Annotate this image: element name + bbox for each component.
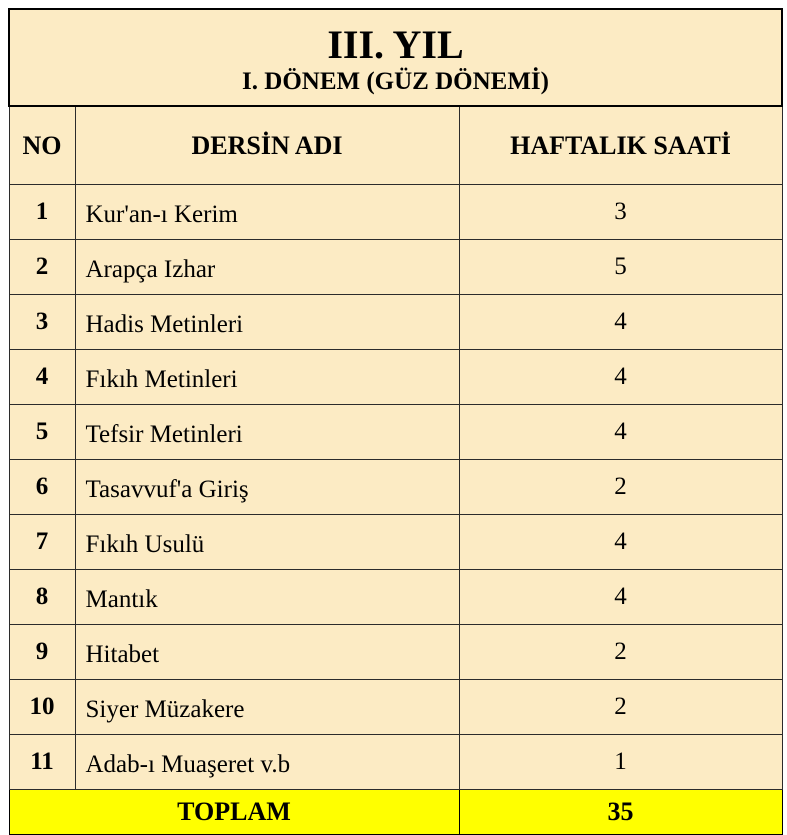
weekly-hours: 2 [459, 625, 782, 680]
row-number: 7 [9, 515, 75, 570]
course-schedule-sheet [8, 8, 781, 826]
row-number: 3 [9, 295, 75, 350]
page-title: III. YIL [327, 21, 464, 67]
table-row [9, 240, 782, 295]
title-cell [9, 9, 782, 106]
total-row [9, 790, 782, 835]
table-row [9, 295, 782, 350]
course-name: Tefsir Metinleri [75, 405, 459, 460]
row-number: 11 [9, 735, 75, 790]
column-header-hours: HAFTALIK SAATİ [459, 106, 782, 185]
weekly-hours: 2 [459, 680, 782, 735]
course-name: Hitabet [75, 625, 459, 680]
table-row [9, 405, 782, 460]
table-row [9, 460, 782, 515]
row-number: 9 [9, 625, 75, 680]
table-row [9, 185, 782, 240]
course-name: Kur'an-ı Kerim [75, 185, 459, 240]
course-name: Hadis Metinleri [75, 295, 459, 350]
weekly-hours: 4 [459, 405, 782, 460]
weekly-hours: 5 [459, 240, 782, 295]
table-row [9, 735, 782, 790]
course-name: Adab-ı Muaşeret v.b [75, 735, 459, 790]
course-name: Arapça Izhar [75, 240, 459, 295]
weekly-hours: 1 [459, 735, 782, 790]
table-row [9, 680, 782, 735]
weekly-hours: 4 [459, 570, 782, 625]
row-number: 6 [9, 460, 75, 515]
table-row [9, 625, 782, 680]
course-name: Fıkıh Metinleri [75, 350, 459, 405]
total-value: 35 [459, 790, 782, 835]
title-row [9, 9, 782, 106]
row-number: 5 [9, 405, 75, 460]
column-header-no: NO [9, 106, 75, 185]
total-label: TOPLAM [9, 790, 459, 835]
course-name: Fıkıh Usulü [75, 515, 459, 570]
header-row [9, 106, 782, 185]
table-row [9, 515, 782, 570]
row-number: 1 [9, 185, 75, 240]
weekly-hours: 3 [459, 185, 782, 240]
row-number: 2 [9, 240, 75, 295]
weekly-hours: 2 [459, 460, 782, 515]
course-table [8, 8, 783, 835]
row-number: 4 [9, 350, 75, 405]
column-header-name: DERSİN ADI [75, 106, 459, 185]
table-row [9, 570, 782, 625]
course-name: Siyer Müzakere [75, 680, 459, 735]
course-name: Tasavvuf'a Giriş [75, 460, 459, 515]
weekly-hours: 4 [459, 515, 782, 570]
course-name: Mantık [75, 570, 459, 625]
page-subtitle: I. DÖNEM (GÜZ DÖNEMİ) [242, 67, 549, 95]
row-number: 8 [9, 570, 75, 625]
weekly-hours: 4 [459, 295, 782, 350]
row-number: 10 [9, 680, 75, 735]
weekly-hours: 4 [459, 350, 782, 405]
table-row [9, 350, 782, 405]
